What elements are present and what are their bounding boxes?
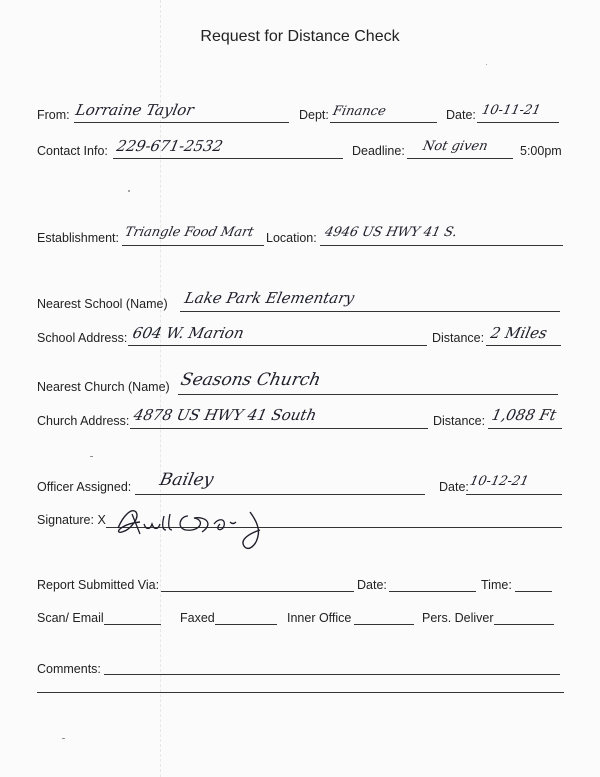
- nearest-school-field-line[interactable]: [180, 311, 560, 312]
- establishment-field-line[interactable]: [122, 245, 264, 246]
- date-field-line[interactable]: [477, 122, 559, 123]
- scan-speck: [62, 738, 65, 739]
- school-distance-label: Distance:: [432, 331, 485, 345]
- dept-label: Dept:: [299, 108, 329, 122]
- form-title: Request for Distance Check: [200, 28, 400, 45]
- school-address-field-line[interactable]: [128, 345, 427, 346]
- from-label: From:: [37, 108, 70, 122]
- school-address-value: 604 W. Marion: [131, 324, 246, 342]
- contact-value: 229-671-2532: [115, 137, 225, 155]
- deadline-field-line[interactable]: [407, 158, 513, 159]
- scan-email-label: Scan/ Email: [37, 611, 104, 625]
- deadline-label: Deadline:: [352, 144, 405, 158]
- officer-value: Bailey: [157, 470, 216, 490]
- dept-field-line[interactable]: [330, 122, 437, 123]
- contact-label: Contact Info:: [37, 144, 108, 158]
- signature-label: Signature: X: [37, 513, 106, 527]
- scan-speck: [486, 64, 487, 65]
- nearest-church-label: Nearest Church (Name): [37, 380, 170, 394]
- contact-field-line[interactable]: [113, 158, 343, 159]
- report-time-label: Time:: [481, 578, 512, 592]
- officer-date-field-line[interactable]: [466, 494, 562, 495]
- school-distance-field-line[interactable]: [486, 345, 561, 346]
- establishment-label: Establishment:: [37, 231, 119, 245]
- report-time-field-line[interactable]: [515, 591, 552, 592]
- report-date-field-line[interactable]: [389, 591, 476, 592]
- school-address-label: School Address:: [37, 331, 128, 345]
- from-value: Lorraine Taylor: [74, 101, 196, 119]
- church-address-value: 4878 US HWY 41 South: [132, 406, 319, 424]
- signature-scribble: [110, 494, 280, 554]
- officer-label: Officer Assigned:: [37, 480, 132, 494]
- scan-email-field-line[interactable]: [104, 624, 161, 625]
- officer-date-label: Date:: [439, 480, 469, 494]
- comments-field-line-2[interactable]: [37, 692, 564, 693]
- nearest-school-label: Nearest School (Name): [37, 297, 168, 311]
- scan-speck: [90, 456, 93, 457]
- comments-field-line[interactable]: [104, 674, 560, 675]
- nearest-church-value: Seasons Church: [178, 370, 323, 390]
- report-date-label: Date:: [357, 578, 387, 592]
- church-address-field-line[interactable]: [130, 428, 428, 429]
- church-address-label: Church Address:: [37, 414, 130, 428]
- faxed-field-line[interactable]: [215, 624, 277, 625]
- school-distance-value: 2 Miles: [489, 324, 549, 342]
- date-label: Date:: [446, 108, 476, 122]
- deadline-value: Not given: [421, 139, 490, 154]
- nearest-school-value: Lake Park Elementary: [183, 289, 356, 307]
- report-field-line[interactable]: [161, 591, 354, 592]
- church-distance-value: 1,088 Ft: [490, 406, 559, 424]
- pers-deliver-label: Pers. Deliver: [422, 611, 494, 625]
- church-distance-field-line[interactable]: [488, 428, 562, 429]
- pers-deliver-field-line[interactable]: [494, 624, 554, 625]
- report-label: Report Submitted Via:: [37, 578, 160, 592]
- location-value: 4946 US HWY 41 S.: [323, 225, 459, 240]
- deadline-time: 5:00pm: [520, 144, 562, 158]
- comments-label: Comments:: [37, 662, 101, 676]
- dept-value: Finance: [331, 104, 388, 119]
- inner-office-field-line[interactable]: [354, 624, 414, 625]
- nearest-church-field-line[interactable]: [178, 394, 558, 395]
- establishment-value: Triangle Food Mart: [123, 225, 255, 240]
- location-label: Location:: [266, 231, 317, 245]
- faxed-label: Faxed: [180, 611, 215, 625]
- church-distance-label: Distance:: [433, 414, 486, 428]
- scan-speck: [128, 190, 130, 192]
- date-value: 10-11-21: [480, 103, 543, 118]
- location-field-line[interactable]: [320, 245, 563, 246]
- officer-date-value: 10-12-21: [468, 474, 531, 489]
- from-field-line[interactable]: [74, 122, 289, 123]
- inner-office-label: Inner Office: [287, 611, 352, 625]
